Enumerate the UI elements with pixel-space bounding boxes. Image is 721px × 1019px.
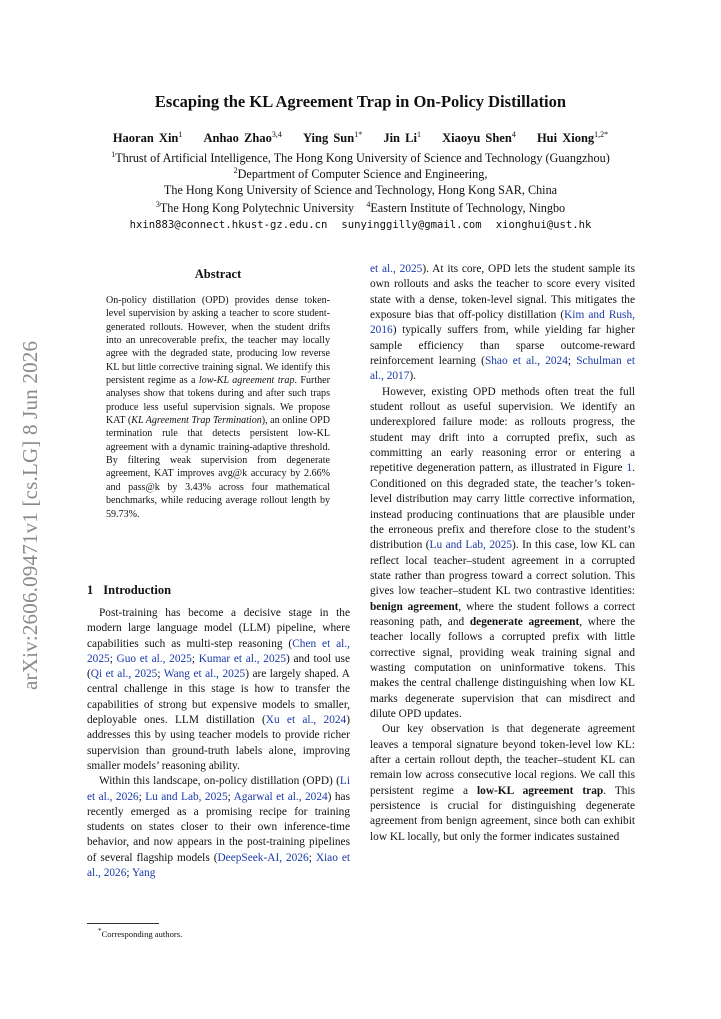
kat-acronym-expansion: KL Agreement Trap Termination [131, 415, 262, 427]
paragraph: However, existing OPD methods often treat the full student rollout as useful supervision. We identify an underexplored failure mode: as rollouts progress, the student may drift into a corrupted prefix, such as committing an early reasoning error or entering a repetitive degeneration pattern, as illustrated in Figure 1. Conditioned on this degraded state, the teacher’s token-level distribution may carry little corrective information, instead producing continuations that are plausible under the erroneous prefix and therefore close to the student’s distribution (Lu and Lab, 2025). In this case, low KL can reflect local teacher–student agreement in a corrupted state rather than progress toward a correct solution. This gives low teacher–student KL two contrastive identities: benign agreement, where the student follows a correct reasoning path, and degenerate agreement, where the teacher locally follows a corrupted prefix with little corrective signal, providing weak training signal and wasting computation on uninformative tokens. This makes the central challenge distinguishing when low KL marks degenerate supervision that can misdirect and dilute OPD updates. [370, 385, 636, 720]
footnote: *Corresponding authors. [98, 927, 183, 939]
citation-link[interactable]: DeepSeek-AI, 2026 [217, 851, 309, 864]
citation-link[interactable]: Shao et al., 2024 [484, 355, 568, 368]
figure-ref-link[interactable]: 1 [626, 462, 633, 475]
paragraph: Our key observation is that degenerate agreement leaves a temporal signature beyond token-level low KL: after a certain rollout depth, the teacher–student KL can remain low across consecutive local regions. We call this persistent regime a low-KL agreement trap. This persistence is crucial for distinguishing degenerate agreement from benign agreement, since both can exhibit low KL locally, but only the former indicates sustained [370, 723, 635, 843]
footnote-divider [87, 923, 159, 924]
author: Xiaoyu Shen$^4$ [442, 130, 516, 146]
author: Ying Sun$^{1*}$ [302, 130, 363, 146]
affiliation-line: $^3$The Hong Kong Polytechnic University $^4$Eastern Institute of Technology, Ningbo [155, 200, 566, 216]
citation-link[interactable]: Agarwal et al., 2024 [233, 790, 328, 803]
citation-link[interactable]: Kumar et al., 2025 [198, 652, 286, 665]
author: Jin Li$^1$ [383, 130, 421, 146]
citation-link[interactable]: Wang et al., 2025 [163, 668, 246, 681]
citation-link[interactable]: Lu and Lab, 2025 [145, 790, 228, 803]
citation-link[interactable]: Guo et al., 2025 [116, 652, 192, 665]
author: Haoran Xin$^1$ [112, 130, 183, 146]
citation-link[interactable]: Kim and Rush, 2016 [370, 309, 635, 337]
citation-link[interactable]: Lu and Lab, 2025 [429, 539, 513, 552]
author-emails [0, 219, 721, 231]
left-column-body [87, 606, 350, 881]
paper-title: Escaping the KL Agreement Trap in On-Policy Distillation [154, 92, 567, 111]
citation-link[interactable]: Xiao et al., 2026 [87, 851, 351, 880]
paragraph: et al., 2025). At its core, OPD lets the student sample its own rollouts and asks the teacher to score every visited state with a dense, token-level signal. This mitigates the exposure bias that off-policy distillation (Kim and Rush, 2016) typically suffers from, while yielding far higher sample efficiency than sparse outcome-reward reinforcement learning (Shao et al., 2024; Schulman et al., 2017). [370, 263, 635, 383]
email-link[interactable]: xionghui@ust.hk [495, 219, 592, 231]
affiliation-line: The Hong Kong University of Science and Technology, Hong Kong SAR, China [163, 183, 558, 197]
abstract-heading: Abstract [194, 267, 242, 281]
affiliation-line: $^1$Thrust of Artificial Intelligence, The Hong Kong University of Science and Technology (Guangzhou) [111, 150, 610, 166]
citation-link[interactable]: Qi et al., 2025 [90, 668, 158, 681]
email-link[interactable]: sunyinggilly@gmail.com [341, 219, 482, 231]
author: Hui Xiong$^{1,2*}$ [536, 130, 609, 146]
author-list [0, 130, 721, 146]
citation-link[interactable]: Yang [131, 867, 156, 880]
citation-link[interactable]: Xu et al., 2024 [265, 714, 347, 727]
citation-link[interactable]: Chen et al., 2025 [87, 637, 350, 665]
email-link[interactable]: hxin883@connect.hkust-gz.edu.cn [129, 219, 328, 231]
paragraph: Post-training has become a decisive stage in the modern large language model (LLM) pipeline, where capabilities such as multi-step reasoning (Chen et al., 2025; Guo et al., 2025; Kumar et al., 2025) and tool use (Qi et al., 2025; Wang et al., 2025) are largely shaped. A central challenge in this stage is how to transfer the capabilities of strong but expensive models to smaller, deployable ones. LLM distillation (Xu et al., 2024) addresses this by using teacher models to provide richer supervision than ground-truth labels alone, improving smaller models’ reasoning ability. [87, 607, 350, 772]
right-column-body [370, 262, 635, 845]
abstract-body: On-policy distillation (OPD) provides dense token-level supervision by asking a teacher to score student-generated rollouts. However, when the student drifts into an unrecoverable prefix, the teacher may locally agree with the degraded state, producing low reverse KL but little corrective training signal. We identify this persistent regime as a low-KL agreement trap. Further analyses show that tokens during and after such traps produce less useful supervision signals. We propose KAT (KL Agreement Trap Termination), an online OPD termination rule that detects persistent low-KL agreement with a dynamic training-adaptive threshold. By filtering weak supervision from degenerate agreement, KAT improves avg@k accuracy by 2.66% and pass@k by 3.43% across four mathematical benchmarks, while reducing average rollout length by 59.73%. [106, 295, 330, 520]
citation-link[interactable]: Li et al., 2026 [87, 775, 350, 803]
arxiv-identifier-sidebar[interactable]: arXiv:2606.09471v1 [cs.LG] 8 Jun 2026 [18, 340, 42, 690]
citation-link[interactable]: et al., 2025 [370, 263, 423, 275]
affiliation-line: $^2$Department of Computer Science and Engineering, [233, 166, 488, 182]
section-heading: 1 Introduction [87, 583, 172, 597]
citation-link[interactable]: Schulman et al., 2017 [370, 355, 635, 383]
author: Anhao Zhao$^{3,4}$ [203, 130, 282, 146]
paragraph: Within this landscape, on-policy distillation (OPD) (Li et al., 2026; Lu and Lab, 2025; Agarwal et al., 2024) has recently emerged as a promising recipe for training students on states closer to their own inference-time behavior, and now appears in the post-training pipelines of several flagship models (DeepSeek-AI, 2026; Xiao et al., 2026; Yang [87, 775, 351, 880]
